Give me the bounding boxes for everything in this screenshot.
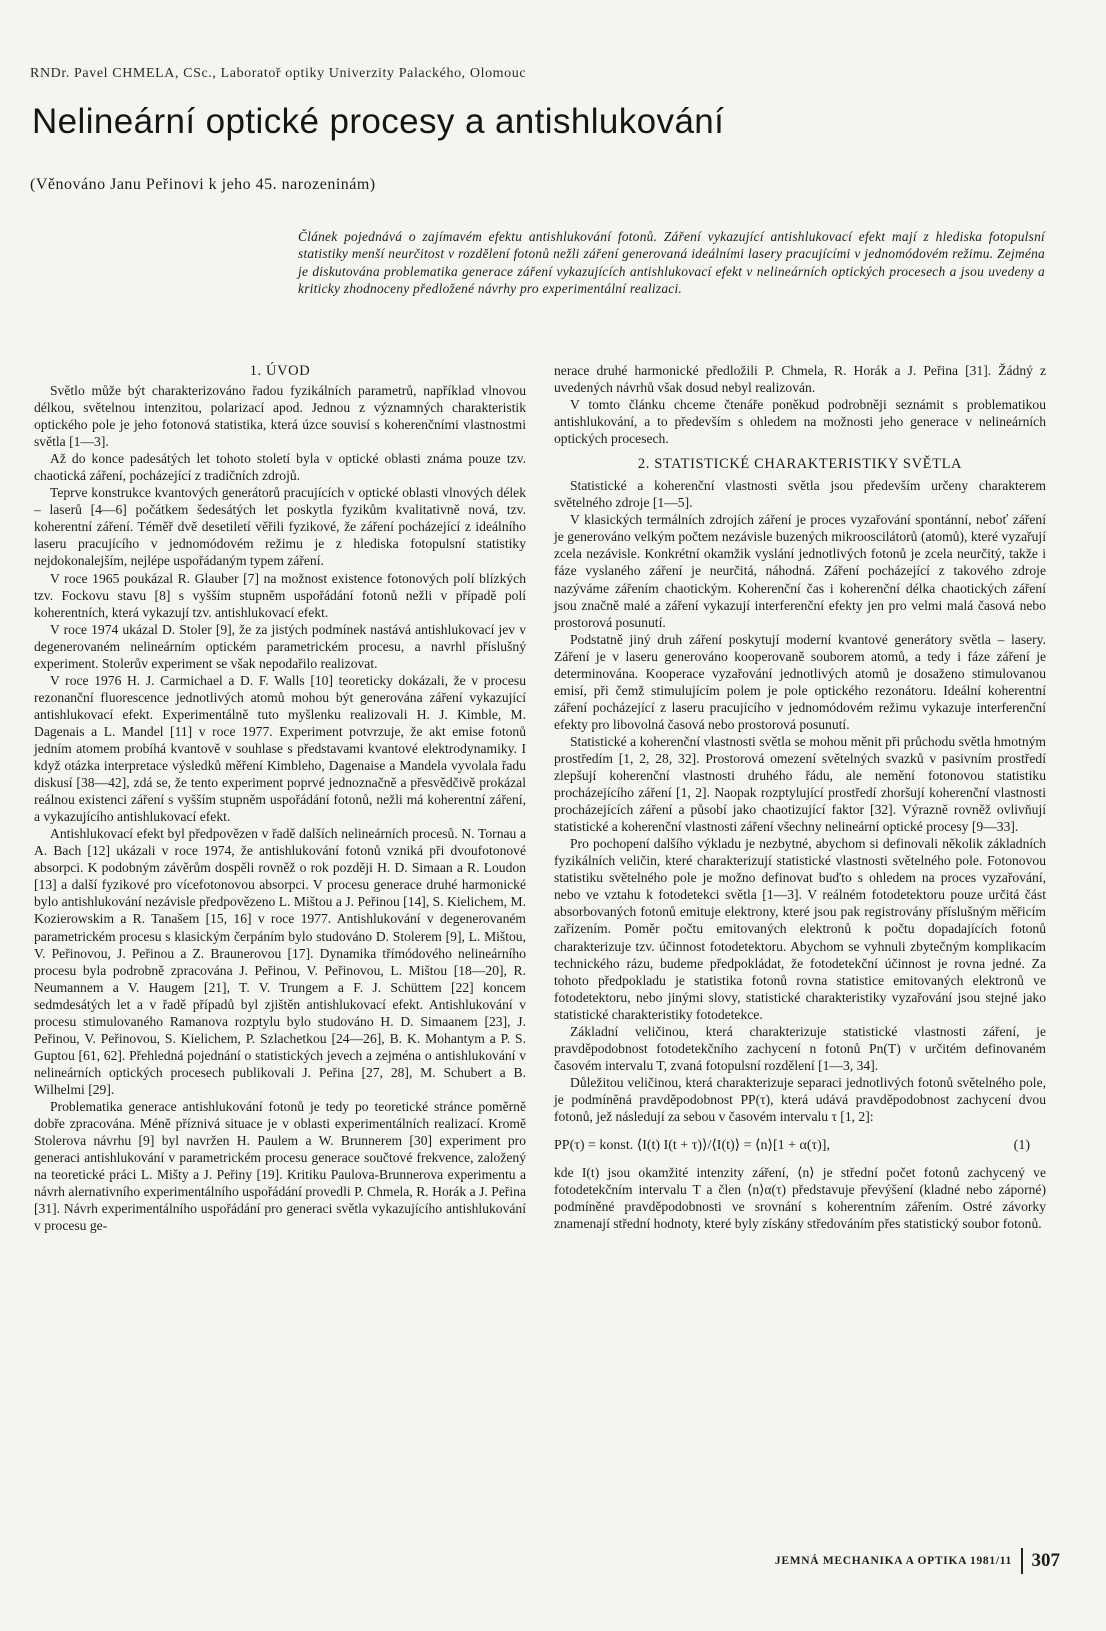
dedication: (Věnováno Janu Peřinovi k jeho 45. narozeninám) (30, 176, 376, 193)
section-heading-statistics: 2. STATISTICKÉ CHARAKTERISTIKY SVĚTLA (637, 456, 963, 473)
section-heading-intro: 1. ÚVOD (249, 363, 311, 379)
paragraph: V roce 1976 H. J. Carmichael a D. F. Walls [10] teoreticky dokázali, že v procesu rezonanční fluorescence jednotlivých atomů mohou být generována záření vykazující antishlukovací efekt. Experimentálně tuto myšlenku realizovali H. J. Kimble, M. Dagenais a L. Mandel [11] v roce 1977. Experiment potvrzuje, že akt emise fotonů jedním atomem probíhá kvantově v souhlase s představami kvantové elektrodynamiky. I když otázka interpretace výsledků měření Kimbleho, Dagenaise a Mandela vyvolala řadu diskusí [38—42], zdá se, že tento experiment poprvé jednoznačně a přesvědčivě prokázal reálnou existenci záření s vyšším stupněm uspořádání fotonů, nežli má koherentní záření, a vykazujícího antishlukovací efekt. (34, 672, 526, 825)
article-title: Nelineární optické procesy a antishlukování (32, 102, 725, 141)
left-column (34, 362, 526, 1234)
paragraph: Pro pochopení dalšího výkladu je nezbytné, abychom si definovali několik základních fyzikálních veličin, které charakterizují statistické vlastnosti světelného pole. Fotonovou statistiku světelného pole je možno definovat buďto s ohledem na proces vyzařování, nebo ve vztahu k fotodetekci světla [1—3]. V reálném fotodetektoru pouze určitá část absorbovaných fotonů emituje elektrony, které jsou pak registrovány příslušným měřicím zařízením. Poměr počtu emitovaných elektronů k počtu dopadajících fotonů charakterizuje tzv. účinnost fotodetektoru. Abychom se vyhnuli zbytečným komplikacím technického rázu, budeme předpokládat, že fotodetekční účinnost je rovna jedné. Za tohoto předpokladu je statistika fotonů rovna statistice emitovaných elektronů ve fotodetektoru, nebo jinými slovy, statistické charakteristiky vyzařování jsou stejné jako statistické charakteristiky fotodetekce. (554, 836, 1046, 1022)
footer-divider (1021, 1548, 1023, 1574)
paragraph: V roce 1974 ukázal D. Stoler [9], že za jistých podmínek nastává antishlukovací jev v degenerovaném nelineárním optickém parametrickém procesu, a navrhl příslušný experiment. Stolerův experiment se však nepodařilo realizovat. (34, 621, 526, 671)
paragraph: V tomto článku chceme čtenáře poněkud podrobněji seznámit s problematikou antishlukování, a to především s ohledem na možnosti jeho generace v nelineárních optických procesech. (554, 397, 1046, 447)
paragraph: V roce 1965 poukázal R. Glauber [7] na možnost existence fotonových polí blízkých tzv. Fockovu stavu [8] s vyšším stupněm uspořádání fotonů nežli v případě polí koherentních, která vykazují tzv. antishlukovací efekt. (34, 570, 526, 620)
paragraph: Problematika generace antishlukování fotonů je tedy po teoretické stránce poměrně dobře zpracována. Méně příznivá situace je v oblasti experimentálních realizací. Kromě Stolerova návrhu [9] byl navržen H. Paulem a W. Brunnerem [30] experiment pro generaci antishlukování v parametrickém procesu generace součtové frekvence, založený na teoretické práci L. Mišty a J. Peřiny [19]. Kritiku Paulova-Brunnerova experimentu a návrh alernativního experimentálního uspořádání provedli P. Chmela, R. Horák a J. Peřina [31]. Návrh experimentálního uspořádání pro generaci světla vykazujícího antishlukování v procesu ge- (34, 1098, 526, 1234)
paragraph: Statistické a koherenční vlastnosti světla jsou především určeny charakterem světelného zdroje [1—5]. (554, 478, 1046, 511)
paragraph: V klasických termálních zdrojích záření je proces vyzařování spontánní, neboť záření je generováno velkým počtem nezávisle buzených mikrooscilátorů (atomů), které vyzařují zcela nezávisle. Konkrétní okamžik vyslání jednotlivých fotonů je zcela neurčitý, takže i fáze vyslaného záření je neurčitá, náhodná. Záření pocházející z takového zdroje nazýváme zářením chaotickým. Koherenční čas i koherenční délka chaotických záření jsou značně malé a záření vykazují interferenční efekty jen pro velmi malá časová nebo prostorová posunutí. (554, 512, 1046, 630)
journal-name: JEMNÁ MECHANIKA A OPTIKA 1981/11 (774, 1555, 1012, 1567)
paragraph: Statistické a koherenční vlastnosti světla se mohou měnit při průchodu světla hmotným prostředím [1, 2, 28, 32]. Prostorová omezení světelných svazků v pasivním prostředí zlepšují koherenční vlastnosti druhého řádu, ale nemění fotonovou statistiku procházejícího záření [1, 2]. Naopak rozptylující prostředí zhoršují koherenční vlastnosti procházejících záření a působí jako chaotizující faktor [32]. Výrazně rovněž ovlivňují statistické a koherenční vlastnosti záření všechny nelineární optické procesy [9—33]. (554, 733, 1046, 835)
paragraph: Základní veličinou, která charakterizuje statistické vlastnosti záření, je pravděpodobnost fotodetekčního zachycení n fotonů Pn(T) v určitém definovaném časovém intervalu T, zvaná fotopulsní rozdělení [1—3, 34]. (554, 1023, 1046, 1073)
equation-body: PP(τ) = konst. ⟨I(t) I(t + τ)⟩/⟨I(t)⟩ = ⟨n⟩[1 + α(τ)], (554, 1138, 830, 1154)
paragraph: Až do konce padesátých let tohoto století byla v optické oblasti známa pouze tzv. chaotická záření, pocházející z tradičních zdrojů. (34, 451, 526, 484)
page-footer (720, 1546, 1060, 1576)
equation-1 (554, 1137, 1046, 1154)
right-column (554, 362, 1046, 1232)
paragraph: Antishlukovací efekt byl předpovězen v řadě dalších nelineárních procesů. N. Tornau a A. Bach [12] ukázali v roce 1974, že antishlukování fotonů vzniká při dvoufotonové absorpci. K podobným závěrům dospěli rovněž o rok později H. D. Simaan a R. Loudon [13] a další fyzikové pro vícefotonovou absorpci. V procesu generace druhé harmonické bylo antishlukování nezávisle předpovězeno L. Mištou a J. Peřinou [14], S. Kielichem, M. Kozierowskim a R. Tanašem [15, 16] v roce 1977. Antishlukování v degenerovaném parametrickém procesu s klasickým čerpáním bylo studováno D. Stolerem [9], L. Mištou, V. Peřinovou, J. Peřinou a Z. Braunerovou [17]. Dynamika třímódového nelineárního procesu byla podrobně zpracována J. Peřinou, V. Peřinovou, L. Mištou [18—20], R. Neumannem a V. Haugem [21], T. V. Trungem a F. J. Schüttem [22] koncem sedmdesátých let a v řadě případů byl zjištěn antishlukovací efekt. Antishlukování v procesu stimulovaného Ramanova rozptylu bylo studováno H. D. Simaanem [23], J. Peřinou, V. Peřinovou, S. Kielichem, P. Szlachetkou [24—26], B. K. Mohantym a P. S. Guptou [61, 62]. Přehledná pojednání o statistických jevech a zejména o antishlukování v nelineárních optických procesech publikovali J. Peřina [27, 28], M. Schubert a B. Wilhelmi [29]. (34, 826, 526, 1097)
paragraph: Důležitou veličinou, která charakterizuje separaci jednotlivých fotonů světelného pole, je podmíněná pravděpodobnost PP(τ), která udává pravděpodobnost zachycení dvou fotonů, jež následují za sebou v časovém intervalu τ [1, 2]: (554, 1074, 1046, 1124)
equation-number: (1) (1013, 1138, 1030, 1154)
abstract: Článek pojednává o zajímavém efektu antishlukování fotonů. Záření vykazující antishlukovací efekt mají z hlediska fotopulsní statistiky menší neurčitost v rozdělení fotonů nežli záření generovaná ideálními lasery pracujícími v jednomódovém režimu. Zejména je diskutována problematika generace záření vykazujících antishlukovací efekt v nelineárních optických procesech a jsou uvedeny a kriticky zhodnoceny předložené návrhy pro experimentální realizaci. (298, 229, 1045, 297)
paragraph: nerace druhé harmonické předložili P. Chmela, R. Horák a J. Peřina [31]. Žádný z uvedených návrhů však dosud nebyl realizován. (554, 363, 1046, 396)
paragraph: kde I(t) jsou okamžité intenzity záření, ⟨n⟩ je střední počet fotonů zachycený ve fotodetekčním intervalu T a člen ⟨n⟩α(τ) představuje převýšení (kladné nebo záporné) podmíněné pravděpodobnosti ve srovnání s koherentním zářením. Ostré závorky znamenají střední hodnoty, které byly získány středováním přes statistický soubor fotonů. (554, 1165, 1046, 1232)
paragraph: Světlo může být charakterizováno řadou fyzikálních parametrů, například vlnovou délkou, světelnou intenzitou, polarizací apod. Jednou z významných charakteristik optického pole je jeho fotonová statistika, která úzce souvisí s koherenčními vlastnostmi světla [1—3]. (34, 383, 526, 450)
paragraph: Teprve konstrukce kvantových generátorů pracujících v optické oblasti vlnových délek – laserů [4—6] počátkem šedesátých let poskytla fyzikům kvalitativně nová, tzv. koherentní záření. Téměř dvě desetiletí věřili fyzikové, že záření pocházející z ideálního laseru pracujícího v jednomódovém režimu je z hlediska fotopulsní statistiky nejdokonalejším, nejlépe uspořádaným typem záření. (34, 485, 526, 569)
author-byline: RNDr. Pavel CHMELA, CSc., Laboratoř optiky Univerzity Palackého, Olomouc (30, 66, 527, 81)
paragraph: Podstatně jiný druh záření poskytují moderní kvantové generátory světla – lasery. Záření je v laseru generováno kooperovaně souborem atomů, a tedy i fáze záření je determinována. Kooperace vyzařování jednotlivých atomů je dosaženo stimulovanou emisí, při čemž stimulujícím polem je pole optického rezonátoru. Ideální koherentní záření pocházející z laseru pracujícího v jednomódovém režimu vykazuje interferenční efekty pro libovolná časová nebo prostorová posunutí. (554, 631, 1046, 732)
page-number: 307 (1031, 1550, 1060, 1571)
